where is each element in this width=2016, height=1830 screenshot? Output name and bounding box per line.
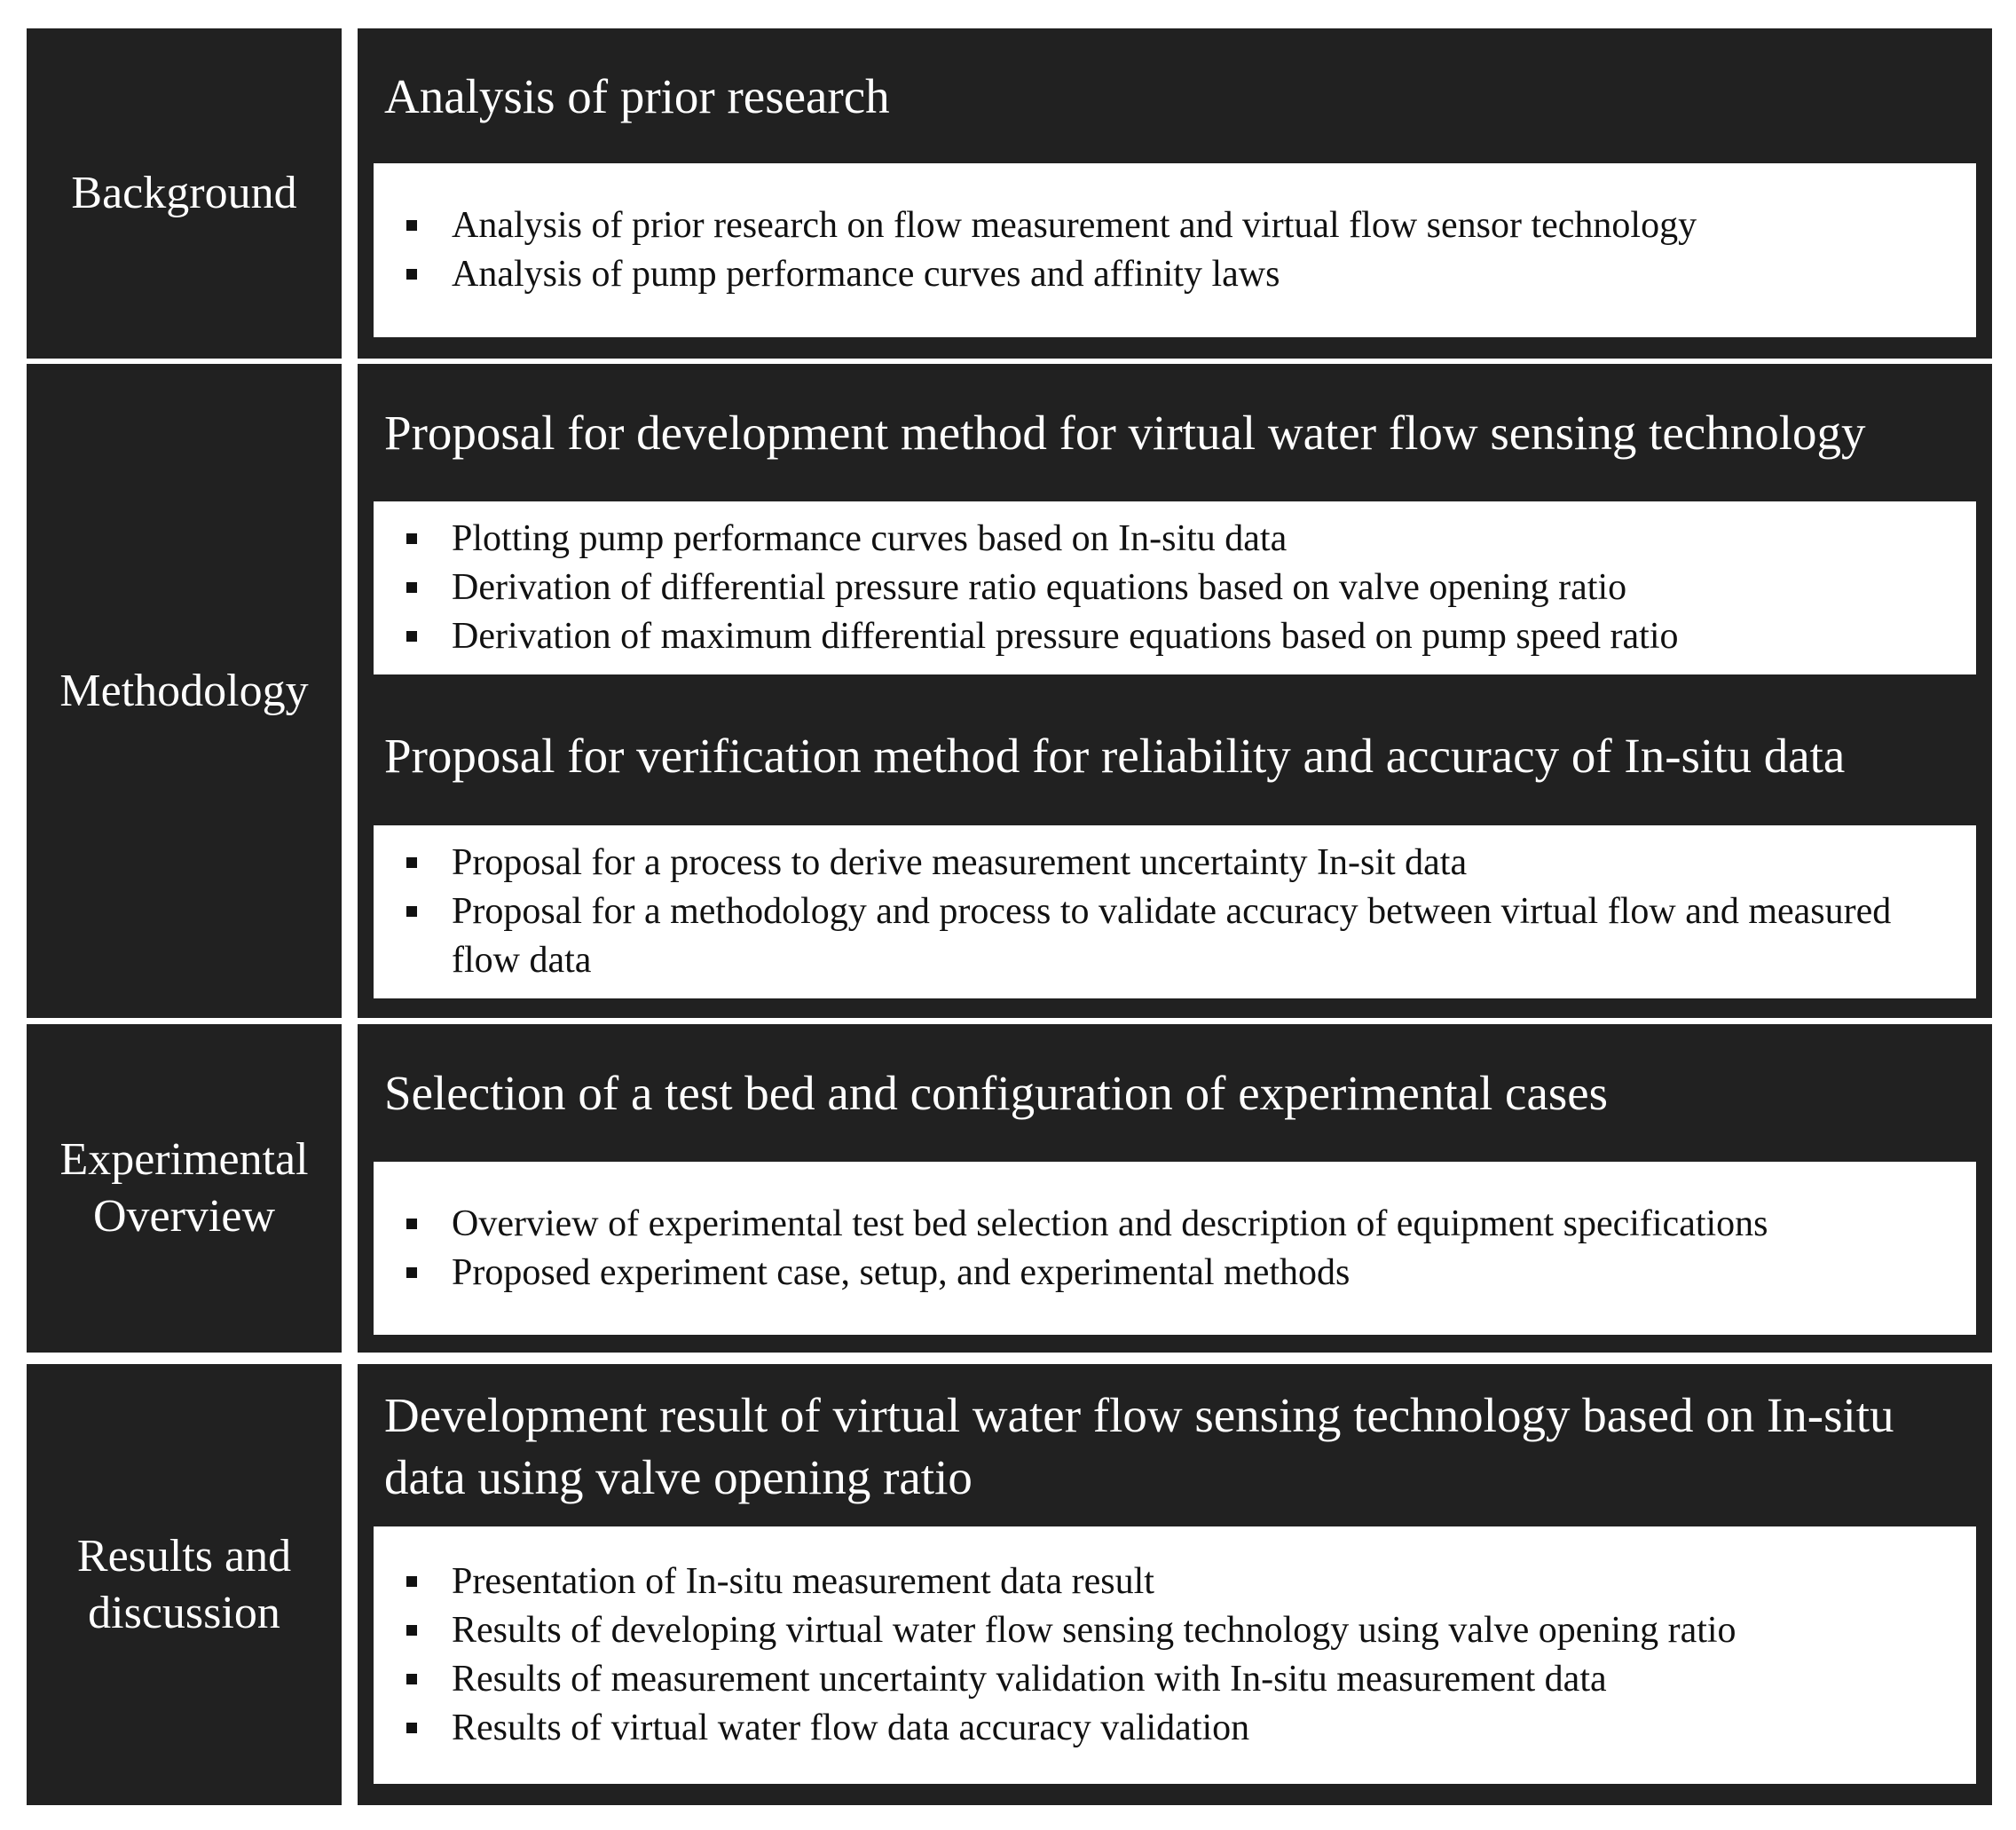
row-content bbox=[358, 1024, 1992, 1353]
bullet-box bbox=[374, 163, 1976, 337]
section-heading: Proposal for development method for virtual water flow sensing technology bbox=[384, 406, 1866, 460]
row-background bbox=[27, 28, 1992, 359]
bullet-box bbox=[374, 1162, 1976, 1335]
bullet-box bbox=[374, 1526, 1976, 1784]
bullet-item: Analysis of prior research on flow measurement and virtual flow sensor technology bbox=[452, 201, 1949, 250]
bullet-item: Presentation of In-situ measurement data result bbox=[452, 1558, 1949, 1606]
bullet-item: Proposal for a process to derive measurement uncertainty In-sit data bbox=[452, 839, 1949, 887]
bullet-item: Results of developing virtual water flow sensing technology using valve opening ratio bbox=[452, 1606, 1949, 1655]
bullet-item: Proposed experiment case, setup, and experimental methods bbox=[452, 1249, 1949, 1298]
row-label bbox=[27, 1364, 342, 1805]
row-label-line: discussion bbox=[88, 1587, 280, 1638]
bullet-box bbox=[374, 501, 1976, 674]
row-label-line: Background bbox=[71, 168, 297, 218]
bullet-item: Plotting pump performance curves based on In-situ data bbox=[452, 515, 1949, 564]
row-label-line: Results and bbox=[76, 1530, 292, 1582]
section-heading: Development result of virtual water flow sensing technology based on In-situ data using valve opening ratio bbox=[384, 1388, 1894, 1504]
bullet-box bbox=[374, 825, 1976, 998]
row-label-line: Overview bbox=[92, 1191, 275, 1242]
bullet-item: Derivation of differential pressure ratio equations based on valve opening ratio bbox=[452, 564, 1949, 612]
row-content bbox=[358, 364, 1992, 1018]
bullet-item: Analysis of pump performance curves and affinity laws bbox=[452, 250, 1949, 299]
row-content bbox=[358, 28, 1992, 359]
row-content bbox=[358, 1364, 1992, 1805]
section-heading: Analysis of prior research bbox=[384, 69, 890, 123]
row-label bbox=[27, 1024, 342, 1353]
bullet-item: Results of virtual water flow data accuracy validation bbox=[452, 1704, 1949, 1753]
row-label bbox=[27, 28, 342, 359]
row-experimental-overview bbox=[27, 1024, 1992, 1353]
row-label-line: Methodology bbox=[59, 665, 309, 716]
row-label-line: Experimental bbox=[59, 1134, 309, 1185]
bullet-item: Proposal for a methodology and process to validate accuracy between virtual flow and measured flow data bbox=[452, 887, 1949, 985]
section-heading: Proposal for verification method for reliability and accuracy of In-situ data bbox=[384, 729, 1846, 783]
bullet-item: Derivation of maximum differential pressure equations based on pump speed ratio bbox=[452, 612, 1949, 661]
bullet-item: Overview of experimental test bed selection and description of equipment specifications bbox=[452, 1200, 1949, 1249]
row-label bbox=[27, 364, 342, 1018]
row-methodology bbox=[27, 364, 1992, 1018]
section-heading: Selection of a test bed and configuration of experimental cases bbox=[384, 1066, 1609, 1120]
row-results-discussion bbox=[27, 1364, 1992, 1805]
bullet-item: Results of measurement uncertainty validation with In-situ measurement data bbox=[452, 1655, 1949, 1704]
